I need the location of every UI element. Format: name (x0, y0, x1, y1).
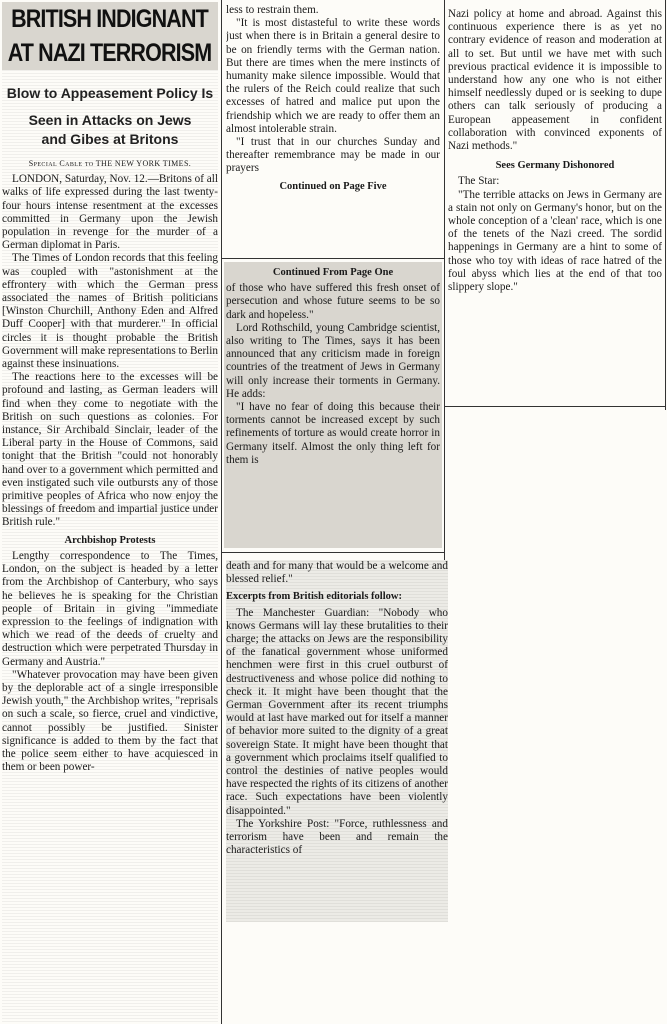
column-2-top (226, 4, 440, 256)
paragraph: of those who have suffered this fresh onset of persecution and whose future seems to be so dark and hopeless." (226, 282, 440, 321)
deck-line-3: and Gibes at Britons (41, 131, 179, 147)
jump-continued-on: Continued on Page Five (279, 180, 387, 192)
deck-line-1: Blow to Appeasement Policy Is (6, 85, 214, 101)
column-2-bottom (226, 560, 448, 922)
credit-line: Special Cable to THE NEW YORK TIMES. (28, 159, 192, 168)
section-rule (222, 258, 444, 259)
headline-line-2: AT NAZI TERRORISM (7, 39, 212, 67)
paragraph: Lengthy correspondence to The Times, London, on the subject is headed by a letter from the Archbishop of Canterbury, who says he believes he is speaking for the Christian people of Britain in giving "immediate expression to the feelings of indignation with which we read of the deeds of cruelty and destruction which were perpetrated Thursday in Germany and Austria." (2, 549, 218, 668)
paragraph: LONDON, Saturday, Nov. 12.—Britons of all walks of life expressed during the last twenty-four hours intense resentment at the excesses committed in Germany upon the Jewish population in revenge for the murder of a German diplomat in Paris. (2, 173, 218, 252)
section-rule (222, 552, 444, 553)
subhead-editorials: Excerpts from British editorials follow: (226, 591, 402, 603)
paragraph: The Times of London records that this feeling was coupled with "astonishment at the effrontery with which the German press associated the names of British politicians [Winston Churchill, Anthony Eden and Alfred Duff Cooper] with that murderer." In official circles it is thought probable the British Government will make representations to Berlin against these insinuations. (2, 252, 218, 371)
headline-line-1: BRITISH INDIGNANT (11, 5, 208, 33)
paragraph: The Yorkshire Post: "Force, ruthlessness and terrorism have been and remain the characteristics of (226, 817, 448, 857)
column-rule (444, 0, 445, 560)
paragraph: The reactions here to the excesses will be profound and lasting, as German leaders will find when they come to negotiate with the British on such questions as colonies. For instance, Sir Archibald Sinclair, leader of the Liberal party in the House of Commons, said tonight that the British "could not honorably hand over to a government which permitted and even instigated such vile outbursts any of those primitive peoples of Africa who now enjoy the blessings of freedom and impartial justice under British rule." (2, 371, 218, 529)
section-rule (444, 406, 665, 407)
paragraph: The Manchester Guardian: "Nobody who knows Germans will lay these brutalities to their charge; the attacks on Jews are the responsibility of the fanatical government whose uniformed henchmen were first in this cruel outburst of destructiveness and whose police did nothing to check it. It might have been thought that the German Government after its recent triumphs would at last have marked out for itself a manner of behavior more suited to the dignity of a great sovereign State. It might have been thought that a government which proclaims itself qualified to control the destinies of native peoples would have respected the rights of its citizens of another race. Such expectations have been violently disappointed." (226, 606, 448, 817)
paragraph: "I have no fear of doing this because their torments cannot be increased except by such refinements of torture as would create horror in Germany itself. Almost the only thing left for them is (226, 401, 440, 466)
subhead-dishonored: Sees Germany Dishonored (495, 160, 615, 172)
column-1 (2, 2, 218, 1022)
jump-continued-from: Continued From Page One (272, 267, 394, 278)
paragraph: "Whatever provocation may have been given by the deplorable act of a single irresponsible Jewish youth," the Archbishop writes, "reprisals on such a scale, so fierce, cruel and vindictive, cannot possibly be justified. Sinister significance is added to them by the fact that the police seem either to have acquiesced in them or been power- (2, 668, 218, 774)
subhead-archbishop: Archbishop Protests (64, 534, 156, 546)
headline-block (2, 2, 218, 70)
paragraph: Lord Rothschild, young Cambridge scientist, also writing to The Times, says it has been announced that any criticism made in foreign countries of the treatment of Jews in Germany will only increase their torments in Germany. He adds: (226, 321, 440, 400)
paragraph: Nazi policy at home and abroad. Against this continuous experience there is as yet no contrary evidence of reason and moderation at all to set. But until we have met with such previous practical evidence it is impossible to understand how any one who is not either himself needlessly duped or is seeking to dupe others can talk seriously of producing a European appeasement in confident collaboration with convinced exponents of Nazi methods." (448, 8, 662, 153)
paragraph: "It is most distasteful to write these words just when there is in Britain a general desire to be on friendly terms with the German nation. But there are times when the mere instincts of humanity make silence impossible. Would that the rulers of the Reich could realize that such excesses of hatred and malice put upon the friendship which we are ready to offer them an almost intolerable strain. (226, 17, 440, 135)
clipping-edge (665, 0, 666, 410)
paragraph: death and for many that would be a welcome and blessed relief." (226, 560, 448, 586)
column-2-middle (224, 262, 442, 548)
column-3 (448, 8, 662, 404)
paragraph: "The terrible attacks on Jews in Germany are a stain not only on Germany's honor, but on the whole conception of a 'clean' race, which is one of the tenets of the Nazi creed. The sordid happenings in Germany are a hint to some of those who toy with ideas of race hatred of the foul abyss which lies at the end of that too slippery slope." (448, 188, 662, 294)
paragraph: less to restrain them. (226, 4, 319, 16)
deck-line-2: Seen in Attacks on Jews (28, 112, 192, 128)
paragraph: "I trust that in our churches Sunday and thereafter remembrance may be made in our prayers (226, 136, 440, 175)
column-rule (221, 0, 222, 1024)
paragraph: The Star: (458, 175, 500, 188)
